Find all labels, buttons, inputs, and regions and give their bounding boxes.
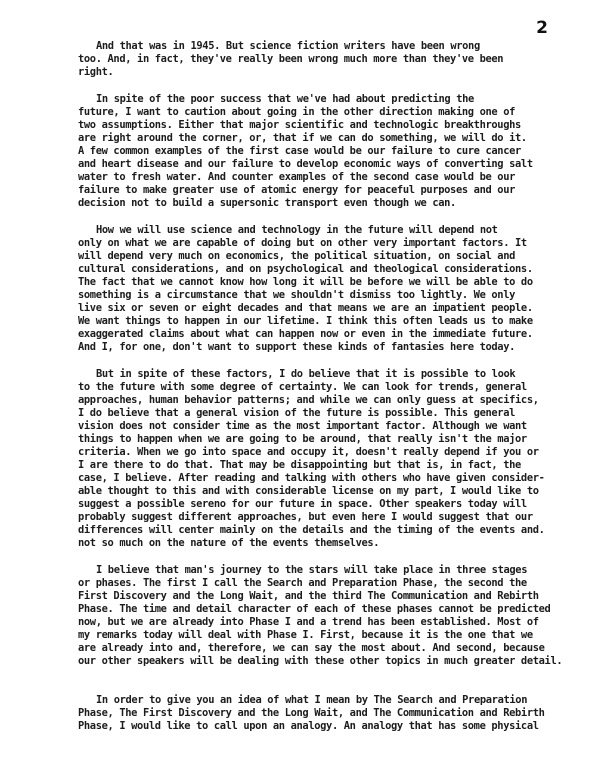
text-line: my remarks today will deal with Phase I. First, because it is the one that we	[78, 629, 533, 641]
text-line: First Discovery and the Long Wait, and the third The Communication and Rebirth	[78, 590, 539, 602]
text-line: But in spite of these factors, I do believe that it is possible to look	[96, 368, 516, 380]
text-line: probably suggest different approaches, but even here I would suggest that our	[78, 511, 533, 523]
text-line: suggest a possible sereno for our future in space. Other speakers today will	[78, 498, 527, 510]
paragraph-4	[78, 368, 548, 550]
text-line: two assumptions. Either that major scientific and technologic breakthroughs	[78, 119, 521, 131]
paragraph-2	[78, 93, 548, 210]
paragraph-3	[78, 224, 548, 354]
text-line: things to happen when we are going to be around, that really isn't the major	[78, 433, 527, 445]
body-text	[78, 40, 563, 733]
text-line: will depend very much on economics, the political situation, on social and	[78, 250, 516, 262]
text-line: exaggerated claims about what can happen now or even in the immediate future.	[78, 328, 533, 340]
text-line: differences will center mainly on the details and the timing of the events and.	[78, 524, 545, 536]
text-line: criteria. When we go into space and occupy it, doesn't really depend if you or	[78, 446, 539, 458]
text-line: too. And, in fact, they've really been wrong much more than they've been	[78, 53, 504, 65]
text-line: only on what we are capable of doing but on other very important factors. It	[78, 237, 527, 249]
paragraph-5	[78, 564, 563, 668]
text-line: or phases. The first I call the Search and Preparation Phase, the second the	[78, 577, 527, 589]
text-line: approaches, human behavior patterns; and while we can only guess at specifics,	[78, 394, 539, 406]
text-line: We want things to happen in our lifetime. I think this often leads us to make	[78, 315, 533, 327]
text-line: In spite of the poor success that we've had about predicting the	[96, 93, 474, 105]
text-line: right.	[78, 66, 114, 78]
text-line: live six or seven or eight decades and that means we are an impatient people.	[78, 302, 533, 314]
text-line: are already into and, therefore, we can say the most about. And second, because	[78, 642, 545, 654]
text-line: something is a circumstance that we shouldn't dismiss too lightly. We only	[78, 289, 516, 301]
text-line: Phase, The First Discovery and the Long Wait, and The Communication and Rebirth	[78, 707, 545, 719]
text-line: How we will use science and technology in the future will depend not	[96, 224, 498, 236]
text-line: Phase, I would like to call upon an analogy. An analogy that has some physical	[78, 720, 539, 732]
text-line: and heart disease and our failure to develop economic ways of converting salt	[78, 158, 533, 170]
text-line: decision not to build a supersonic transport even though we can.	[78, 197, 456, 209]
text-line: are right around the corner, or, that if we can do something, we will do it.	[78, 132, 527, 144]
text-line: And that was in 1945. But science fiction writers have been wrong	[96, 40, 480, 52]
text-line: vision does not consider time as the most important factor. Although we want	[78, 420, 527, 432]
text-line: I do believe that a general vision of the future is possible. This general	[78, 407, 516, 419]
text-line: able thought to this and with considerable license on my part, I would like to	[78, 485, 539, 497]
text-line: I believe that man's journey to the stars will take place in three stages	[96, 564, 528, 576]
paragraph-6	[78, 694, 548, 733]
text-line: In order to give you an idea of what I mean by The Search and Preparation	[96, 694, 528, 706]
text-line: case, I believe. After reading and talking with others who have given consider-	[78, 472, 545, 484]
text-line: failure to make greater use of atomic energy for peaceful purposes and our	[78, 184, 516, 196]
text-line: now, but we are already into Phase I and a trend has been established. Most of	[78, 616, 539, 628]
text-line: to the future with some degree of certainty. We can look for trends, general	[78, 381, 527, 393]
text-line: water to fresh water. And counter examples of the second case would be our	[78, 171, 516, 183]
text-line: Phase. The time and detail character of each of these phases cannot be predicted	[78, 603, 551, 615]
page-number: 2	[536, 18, 548, 38]
text-line: our other speakers will be dealing with these other topics in much greater detail.	[78, 655, 563, 667]
text-line: A few common examples of the first case would be our failure to cure cancer	[78, 145, 521, 157]
text-line: I are there to do that. That may be disappointing but that is, in fact, the	[78, 459, 521, 471]
text-line: The fact that we cannot know how long it will be before we will be able to do	[78, 276, 533, 288]
paragraph-1	[78, 40, 548, 79]
text-line: And I, for one, don't want to support these kinds of fantasies here today.	[78, 341, 516, 353]
text-line: future, I want to caution about going in the other direction making one of	[78, 106, 516, 118]
text-line: not so much on the nature of the events themselves.	[78, 537, 380, 549]
text-line: cultural considerations, and on psychological and theological considerations.	[78, 263, 533, 275]
